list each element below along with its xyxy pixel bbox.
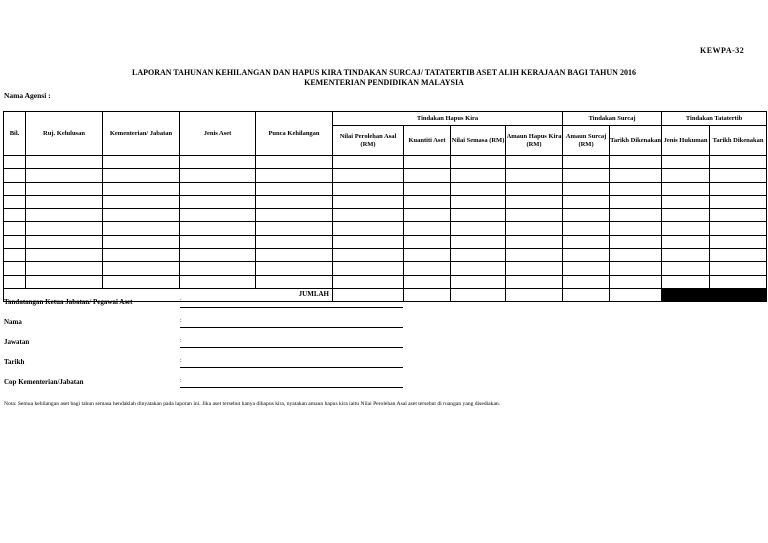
signature-field-line[interactable] [180,307,403,308]
table-cell[interactable] [610,235,662,248]
table-row [4,235,767,248]
table-cell[interactable] [180,209,256,222]
table-cell[interactable] [256,222,333,235]
table-cell[interactable] [26,209,103,222]
table-cell[interactable] [103,235,180,248]
header-group-surcaj: Tindakan Surcaj [563,112,662,126]
signature-field-label: Jawatan [4,338,30,346]
table-cell[interactable] [180,182,256,195]
table-cell[interactable] [333,169,404,182]
signature-field [4,336,424,354]
table-cell[interactable] [180,156,256,169]
table-cell[interactable] [103,275,180,288]
table-cell[interactable] [26,156,103,169]
header-tarikh-dikenakan-tatatertib: Tarikh Dikenakan [710,126,767,156]
table-cell[interactable] [404,275,451,288]
table-cell[interactable] [103,249,180,262]
table-cell[interactable] [103,222,180,235]
table-cell[interactable] [563,262,610,275]
agency-label: Nama Agensi : [4,91,51,100]
signature-field [4,296,424,314]
total-cell[interactable] [610,288,662,301]
header-bil: Bil. [4,112,26,156]
table-row [4,275,767,288]
table-cell[interactable] [333,275,404,288]
table-cell[interactable] [563,235,610,248]
table-cell[interactable] [404,235,451,248]
table-cell[interactable] [451,275,506,288]
table-cell[interactable] [103,195,180,208]
table-cell[interactable] [610,275,662,288]
table-cell[interactable] [662,262,710,275]
table-cell[interactable] [103,182,180,195]
table-cell[interactable] [180,262,256,275]
table-cell[interactable] [404,222,451,235]
table-cell[interactable] [4,195,26,208]
table-cell[interactable] [662,235,710,248]
table-cell[interactable] [506,156,563,169]
form-code: KEWPA-32 [700,46,745,55]
table-cell[interactable] [710,249,767,262]
table-cell[interactable] [256,209,333,222]
table-cell[interactable] [610,156,662,169]
table-cell[interactable] [563,275,610,288]
table-row [4,249,767,262]
footnote: Nota: Semua kehilangan aset bagi tahun semasa hendaklah dinyatakan pada laporan ini. Jika aset tersebut hanya dihapus kira, nyatakan amaun hapus kira iaitu Nilai Perolehan Asal aset tersebut di ruangan yang disediakan. [4,401,501,407]
table-cell[interactable] [180,222,256,235]
table-cell[interactable] [333,262,404,275]
table-cell[interactable] [103,156,180,169]
table-cell[interactable] [610,182,662,195]
table-cell[interactable] [610,222,662,235]
table-cell[interactable] [26,169,103,182]
table-cell[interactable] [506,275,563,288]
table-cell[interactable] [662,169,710,182]
header-nilai-asal: Nilai Perolehan Asal (RM) [333,126,404,156]
table-cell[interactable] [563,182,610,195]
table-cell[interactable] [180,169,256,182]
header-amaun-hapus-kira: Amaun Hapus Kira (RM) [506,126,563,156]
table-cell[interactable] [4,235,26,248]
table-cell[interactable] [404,156,451,169]
table-cell[interactable] [610,249,662,262]
signature-field-line[interactable] [180,387,403,388]
table-cell[interactable] [180,235,256,248]
table-cell[interactable] [662,156,710,169]
table-cell[interactable] [4,275,26,288]
table-cell[interactable] [256,156,333,169]
table-cell[interactable] [103,262,180,275]
signature-field-label: Cop Kementerian/Jabatan [4,378,84,386]
table-row [4,222,767,235]
table-cell[interactable] [506,209,563,222]
table-cell[interactable] [4,249,26,262]
table-cell[interactable] [4,169,26,182]
report-title-line1: LAPORAN TAHUNAN KEHILANGAN DAN HAPUS KIRA TINDAKAN SURCAJ/ TATATERTIB ASET ALIH KERAJAAN BAGI TAHUN 2016 [132,68,636,77]
signature-field [4,356,424,374]
header-punca-kehilangan: Punca Kehilangan [256,112,333,156]
table-cell[interactable] [26,249,103,262]
table-cell[interactable] [256,169,333,182]
table-cell[interactable] [662,209,710,222]
table-cell[interactable] [26,182,103,195]
header-ruj-kelulusan: Ruj. Kelulusan [26,112,103,156]
table-cell[interactable] [506,249,563,262]
header-nilai-semasa: Nilai Semasa (RM) [451,126,506,156]
table-cell[interactable] [451,222,506,235]
header-group-tatatertib: Tindakan Tatatertib [662,112,767,126]
table-cell[interactable] [26,222,103,235]
table-row [4,182,767,195]
table-cell[interactable] [710,222,767,235]
signature-field-line[interactable] [180,347,403,348]
table-cell[interactable] [563,169,610,182]
table-row [4,195,767,208]
signature-field-label: Nama [4,318,22,326]
table-cell[interactable] [563,222,610,235]
table-cell[interactable] [333,222,404,235]
table-cell[interactable] [333,156,404,169]
total-cell[interactable] [563,288,610,301]
signature-field-colon: : [180,318,182,324]
signature-field-line[interactable] [180,327,403,328]
signature-field-colon: : [180,358,182,364]
table-cell[interactable] [256,195,333,208]
table-cell[interactable] [4,222,26,235]
table-cell[interactable] [710,275,767,288]
table-cell[interactable] [4,262,26,275]
table-cell[interactable] [256,249,333,262]
table-cell[interactable] [451,195,506,208]
table-cell[interactable] [404,195,451,208]
header-jenis-hukuman: Jenis Hukuman [662,126,710,156]
table-cell[interactable] [4,156,26,169]
table-cell[interactable] [506,235,563,248]
table-cell[interactable] [404,169,451,182]
total-cell[interactable] [506,288,563,301]
table-cell[interactable] [610,195,662,208]
table-cell[interactable] [451,249,506,262]
table-cell[interactable] [333,182,404,195]
table-cell[interactable] [662,275,710,288]
table-row [4,169,767,182]
table-cell[interactable] [333,249,404,262]
total-cell[interactable] [451,288,506,301]
table-cell[interactable] [404,262,451,275]
header-jenis-aset: Jenis Aset [180,112,256,156]
table-cell[interactable] [26,235,103,248]
table-cell[interactable] [4,182,26,195]
table-cell[interactable] [710,182,767,195]
signature-field-label: Tandatangan Ketua Jabatan/ Pegawai Aset [4,298,133,306]
table-cell[interactable] [256,275,333,288]
header-kuantiti-aset: Kuantiti Aset [404,126,451,156]
table-cell[interactable] [333,195,404,208]
signature-field-colon: : [180,378,182,384]
signature-field [4,316,424,334]
table-cell[interactable] [710,169,767,182]
signature-field-line[interactable] [180,367,403,368]
table-cell[interactable] [563,249,610,262]
table-cell[interactable] [256,262,333,275]
table-body [4,156,767,302]
table-cell[interactable] [506,169,563,182]
table-cell[interactable] [610,262,662,275]
table-cell[interactable] [180,249,256,262]
table-cell[interactable] [451,156,506,169]
table-cell[interactable] [4,209,26,222]
table-cell[interactable] [662,222,710,235]
table-cell[interactable] [662,249,710,262]
signature-field-colon: : [180,338,182,344]
table-cell[interactable] [180,195,256,208]
table-cell[interactable] [451,209,506,222]
table-cell[interactable] [103,209,180,222]
table-cell[interactable] [333,235,404,248]
signature-field-colon: : [180,298,182,304]
table-cell[interactable] [563,209,610,222]
table-cell[interactable] [506,262,563,275]
table-cell[interactable] [710,195,767,208]
table-cell[interactable] [506,182,563,195]
table-cell[interactable] [404,182,451,195]
table-cell[interactable] [710,209,767,222]
total-label: JUMLAH [4,288,333,301]
signature-field [4,376,424,394]
table-cell[interactable] [610,209,662,222]
table-cell[interactable] [710,235,767,248]
table-cell[interactable] [26,275,103,288]
table-cell[interactable] [662,195,710,208]
table-cell[interactable] [404,209,451,222]
table-cell[interactable] [451,182,506,195]
table-cell[interactable] [662,182,710,195]
table-row [4,156,767,169]
table-cell[interactable] [103,169,180,182]
table-cell[interactable] [451,262,506,275]
header-kementerian: Kementerian/ Jabatan [103,112,180,156]
table-cell[interactable] [180,275,256,288]
table-cell[interactable] [256,235,333,248]
table-cell[interactable] [710,156,767,169]
table-cell[interactable] [563,156,610,169]
table-cell[interactable] [506,195,563,208]
table-cell[interactable] [26,195,103,208]
asset-loss-table [3,111,767,302]
table-row [4,209,767,222]
table-cell[interactable] [256,182,333,195]
table-cell[interactable] [404,249,451,262]
report-title-line2: KEMENTERIAN PENDIDIKAN MALAYSIA [304,78,464,87]
table-cell[interactable] [506,222,563,235]
header-tarikh-dikenakan-surcaj: Tarikh Dikenakan [610,126,662,156]
table-cell[interactable] [26,262,103,275]
signature-field-label: Tarikh [4,358,25,366]
table-cell[interactable] [451,235,506,248]
table-row [4,262,767,275]
header-group-hapus-kira: Tindakan Hapus Kira [333,112,563,126]
table-cell[interactable] [333,209,404,222]
table-cell[interactable] [563,195,610,208]
table-cell[interactable] [451,169,506,182]
header-amaun-surcaj: Amaun Surcaj (RM) [563,126,610,156]
table-cell[interactable] [610,169,662,182]
report-title [0,68,768,88]
total-shaded-cell [662,288,767,301]
table-cell[interactable] [710,262,767,275]
